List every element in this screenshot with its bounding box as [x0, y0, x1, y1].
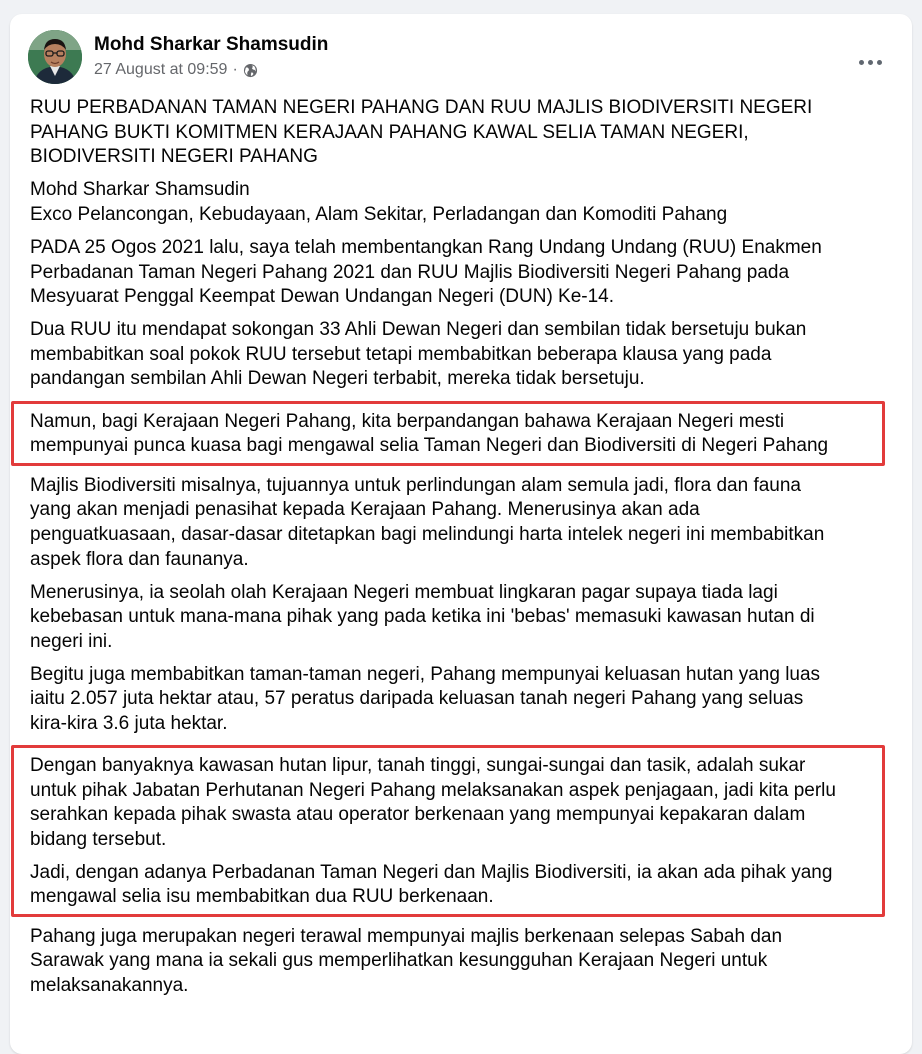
post-paragraph: Begitu juga membabitkan taman-taman negeri, Pahang mempunyai keluasan hutan yang luas iaitu 2.057 juta hektar atau, 57 peratus daripada keluasan tanah negeri Pahang yang seluas kira-kira 3.6 juta hektar. — [30, 663, 821, 735]
globe-icon — [243, 63, 258, 78]
post-paragraph: Dua RUU itu mendapat sokongan 33 Ahli Dewan Negeri dan sembilan tidak bersetuju bukan membabitkan soal pokok RUU tersebut tetapi membabitkan beberapa klausa yang pada pandangan sembilan Ahli Dewan Negeri terbabit, mereka tidak bersetuju. — [30, 319, 807, 390]
highlight-box — [11, 745, 885, 917]
highlighted-paragraph: Jadi, dengan adanya Perbadanan Taman Negeri dan Majlis Biodiversiti, ia akan ada pihak yang mengawal selia isu membabitkan dua RUU berkenaan. — [30, 861, 833, 908]
post-meta — [94, 61, 258, 79]
post-header — [28, 30, 894, 90]
post-paragraph: Pahang juga merupakan negeri terawal mempunyai majlis berkenaan selepas Sabah dan Sarawak yang mana ia sekali gus memperlihatkan kesungguhan Kerajaan Negeri untuk melaksanakannya. — [30, 925, 783, 996]
post-paragraph: Menerusinya, ia seolah olah Kerajaan Negeri membuat lingkaran pagar supaya tiada lagi kebebasan untuk mana-mana pihak yang pada ketika ini 'bebas' memasuki kawasan hutan di negeri ini. — [30, 581, 815, 652]
post-headline: RUU PERBADANAN TAMAN NEGERI PAHANG DAN RUU MAJLIS BIODIVERSITI NEGERI PAHANG BUKTI KOMITMEN KERAJAAN PAHANG KAWAL SELIA TAMAN NEGERI, BIODIVERSITI NEGERI PAHANG — [30, 97, 813, 168]
highlight-box — [11, 401, 885, 466]
author-name[interactable]: Mohd Sharkar Shamsudin — [94, 34, 329, 55]
post-byline: Mohd Sharkar Shamsudin Exco Pelancongan, Kebudayaan, Alam Sekitar, Perladangan dan Komoditi Pahang — [30, 179, 728, 225]
post-card — [10, 14, 912, 1054]
post-paragraph: PADA 25 Ogos 2021 lalu, saya telah membentangkan Rang Undang Undang (RUU) Enakmen Perbadanan Taman Negeri Pahang 2021 dan RUU Majlis Biodiversiti Negeri Pahang pada Mesyuarat Penggal Keempat Dewan Undangan Negeri (DUN) Ke-14. — [30, 236, 822, 308]
avatar-image — [28, 30, 82, 84]
post-body — [30, 96, 896, 1007]
highlighted-paragraph: Dengan banyaknya kawasan hutan lipur, tanah tinggi, sungai-sungai dan tasik, adalah sukar untuk pihak Jabatan Perhutanan Negeri Pahang melaksanakan aspek penjagaan, jadi kita perlu serahkan kepada pihak swasta atau operator berkenaan yang mempunyai kepakaran dalam bidang tersebut. — [30, 755, 836, 850]
more-options-icon[interactable] — [852, 50, 888, 74]
highlighted-paragraph: Namun, bagi Kerajaan Negeri Pahang, kita berpandangan bahawa Kerajaan Negeri mesti mempunyai punca kuasa bagi mengawal selia Taman Negeri dan Biodiversiti di Negeri Pahang — [30, 410, 829, 457]
meta-separator: · — [232, 61, 238, 78]
post-timestamp[interactable]: 27 August at 09:59 — [94, 61, 228, 78]
author-avatar[interactable] — [28, 30, 82, 84]
post-paragraph: Majlis Biodiversiti misalnya, tujuannya untuk perlindungan alam semula jadi, flora dan fauna yang akan menjadi penasihat kepada Kerajaan Pahang. Menerusinya akan ada penguatkuasaan, dasar-dasar ditetapkan bagi melindungi harta intelek negeri ini membabitkan aspek flora dan faunanya. — [30, 474, 825, 570]
